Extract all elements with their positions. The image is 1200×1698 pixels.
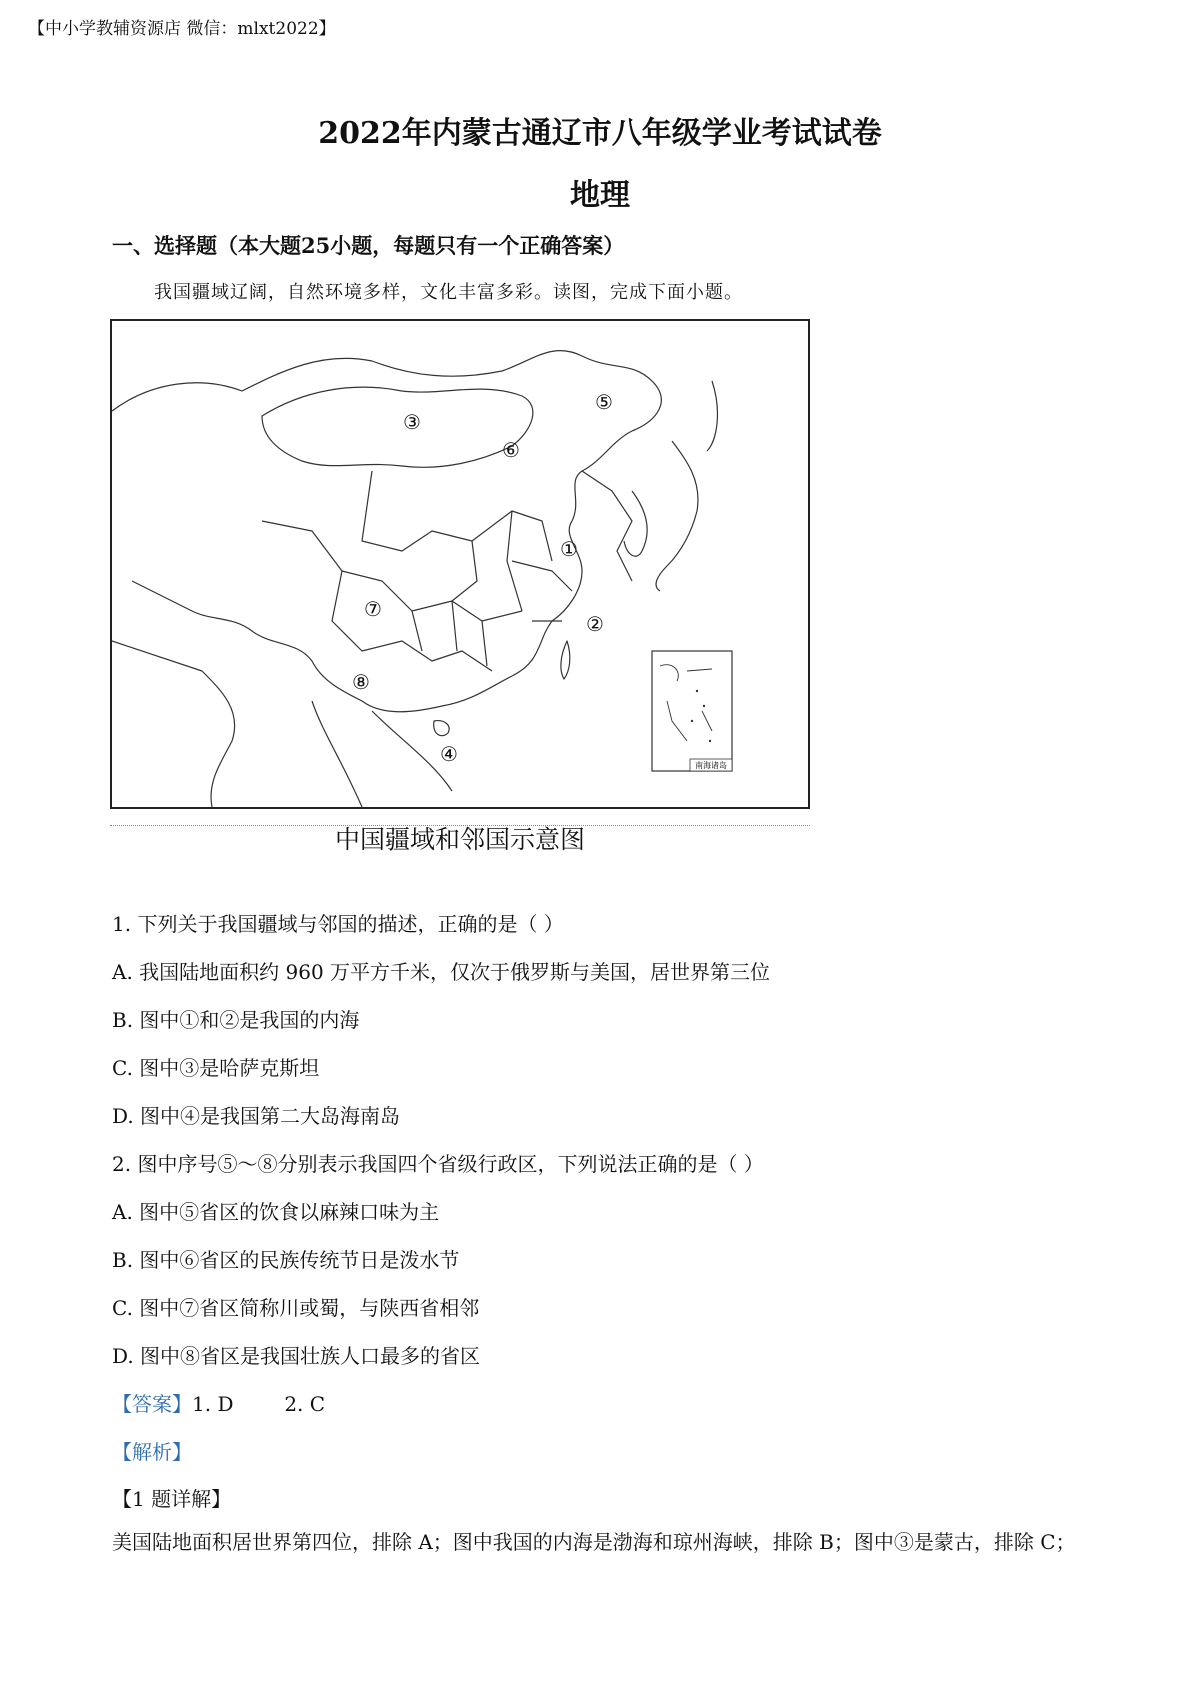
south-china-sea-inset: [652, 651, 732, 771]
marker-8: ⑧: [352, 670, 370, 694]
intro-text: 我国疆域辽阔，自然环境多样，文化丰富多彩。读图，完成下面小题。: [154, 282, 743, 303]
inset-label: 南海诸岛: [695, 761, 727, 770]
marker-2: ②: [586, 612, 604, 636]
question-2-option-c: C. 图中⑦省区简称川或蜀，与陕西省相邻: [112, 1296, 480, 1320]
answer-line: [112, 1388, 325, 1417]
question-2-stem: 2. 图中序号⑤～⑧分别表示我国四个省级行政区，下列说法正确的是（ ）: [112, 1152, 764, 1176]
map-caption: 中国疆域和邻国示意图: [334, 825, 585, 854]
question-2-option-d: D. 图中⑧省区是我国壮族人口最多的省区: [112, 1344, 481, 1368]
marker-6: ⑥: [502, 438, 520, 462]
question-2-option-a: A. 图中⑤省区的饮食以麻辣口味为主: [112, 1200, 440, 1224]
marker-4: ④: [440, 742, 458, 766]
detail-label: 【1 题详解】: [112, 1487, 232, 1511]
marker-7: ⑦: [364, 597, 382, 621]
china-map-figure: [110, 319, 810, 809]
subject-title: 地理: [570, 178, 630, 213]
analysis-label: 【解析】: [112, 1440, 192, 1464]
answer-label: 【答案】: [112, 1392, 192, 1416]
question-1-option-d: D. 图中④是我国第二大岛海南岛: [112, 1104, 401, 1128]
question-1-option-c: C. 图中③是哈萨克斯坦: [112, 1056, 320, 1080]
exam-title: 2022年内蒙古通辽市八年级学业考试试卷: [318, 116, 882, 151]
answer-text: 1. D 2. C: [192, 1392, 326, 1416]
question-1-stem: 1. 下列关于我国疆域与邻国的描述，正确的是（ ）: [112, 912, 564, 936]
question-1-option-b: B. 图中①和②是我国的内海: [112, 1008, 360, 1032]
marker-5: ⑤: [595, 390, 613, 414]
china-map-svg: [112, 321, 808, 807]
question-1-option-a: A. 我国陆地面积约 960 万平方千米，仅次于俄罗斯与美国，居世界第三位: [112, 960, 771, 984]
marker-1: ①: [560, 537, 578, 561]
section-heading: 一、选择题（本大题25小题，每题只有一个正确答案）: [112, 233, 625, 258]
marker-3: ③: [403, 410, 421, 434]
question-2-option-b: B. 图中⑥省区的民族传统节日是泼水节: [112, 1248, 460, 1272]
detail-text: 美国陆地面积居世界第四位，排除 A；图中我国的内海是渤海和琼州海峡，排除 B；图中③是蒙古，排除 C；: [112, 1530, 1076, 1554]
header-note: 【中小学教辅资源店 微信：mlxt2022】: [28, 19, 336, 39]
